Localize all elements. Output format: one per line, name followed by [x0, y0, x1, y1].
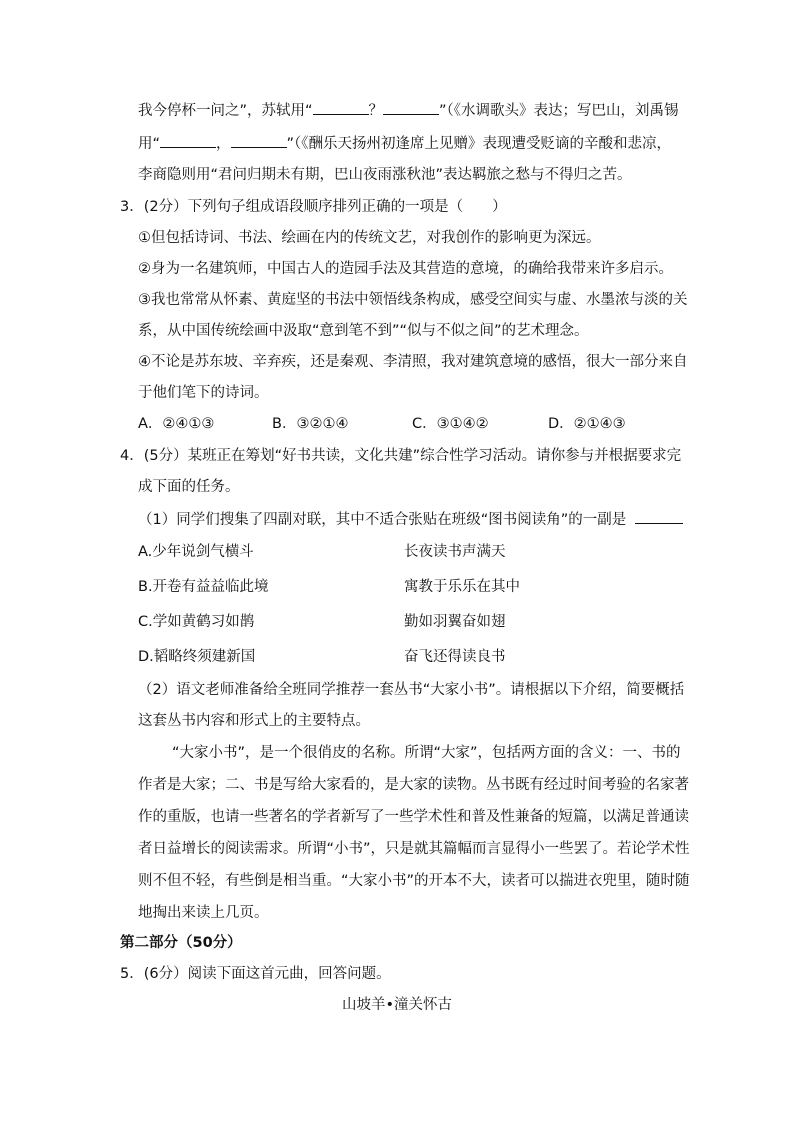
- q3-sentence-4a: ④不论是苏东坡、辛弃疾，还是秦观、李清照，我对建筑意境的感悟，很大一部分来自: [138, 354, 688, 370]
- answer-blank[interactable]: [313, 100, 369, 115]
- q3-sentence-4b: 于他们笔下的诗词。: [138, 385, 269, 401]
- intro-paragraph-line: 地掏出来读上几页。: [138, 905, 269, 921]
- answer-blank[interactable]: [160, 133, 216, 148]
- intro-paragraph-line: “大家小书”，是一个很俏皮的名称。所谓“大家”，包括两方面的含义：一、书的: [172, 745, 681, 761]
- q3-sentence-3a: ③我也常常从怀素、黄庭坚的书法中领悟线条构成，感受空间实与虚、水墨浓与淡的关: [138, 292, 688, 308]
- q3-sentence-1: ①但包括诗词、书法、绘画在内的传统文艺，对我创作的影响更为深远。: [138, 230, 601, 246]
- part2-heading: 第二部分（50分）: [120, 935, 242, 951]
- couplet-d-right: 奋飞还得读良书: [404, 649, 506, 665]
- couplet-c-left: C.学如黄鹤习如鹊: [138, 614, 255, 630]
- q5-stem: 5．(6分）阅读下面这首元曲，回答问题。: [120, 966, 391, 982]
- intro-comma: ，: [216, 136, 231, 152]
- intro-line-1-text-a: 我今停杯一问之”，苏轼用“: [138, 103, 313, 119]
- couplet-b-left: B.开卷有益益临此境: [138, 579, 269, 595]
- q3-sentence-2: ②身为一名建筑师，中国古人的造园手法及其营造的意境，的确给我带来许多启示。: [138, 261, 673, 277]
- intro-paragraph-line: 作者是大家；二、书是写给大家看的，是大家的读物。丛书既有经过时间考验的名家著: [138, 777, 689, 793]
- intro-line-3: 李商隐则用“君问归期未有期，巴山夜雨涨秋池”表达羁旅之愁与不得归之苦。: [138, 167, 632, 183]
- couplet-b-right: 寓教于乐乐在其中: [404, 579, 520, 595]
- intro-line-2-text-a: 用“: [138, 136, 161, 152]
- poem-title: 山坡羊•潼关怀古: [341, 997, 453, 1013]
- intro-paragraph-line: 者日益增长的阅读需求。所谓“小书”，只是就其篇幅而言显得小一些罢了。若论学术性: [138, 841, 690, 857]
- answer-blank[interactable]: [383, 100, 439, 115]
- q3-option-d[interactable]: D．②①④③: [548, 416, 626, 432]
- q3-sentence-3b: 系，从中国传统绘画中汲取“意到笔不到”“似与不似之间”的艺术理念。: [138, 323, 589, 339]
- couplet-d-left: D.韬略终须建新国: [138, 649, 256, 665]
- intro-paragraph-line: 作的重版，也请一些著名的学者新写了一些学术性和普及性兼备的短篇，以满足普通读: [138, 809, 689, 825]
- answer-blank[interactable]: [231, 133, 287, 148]
- intro-paragraph-line: 则不但不轻，有些倒是相当重。“大家小书”的开本不大，读者可以揣进衣兜里，随时随: [138, 873, 690, 889]
- intro-line-2: [138, 133, 671, 154]
- intro-line-2-text-b: ”（《酬乐天扬州初逢席上见赠》表现遭受贬谪的辛酸和悲凉，: [286, 136, 672, 152]
- q4-sub2a: （2）语文老师准备给全班同学推荐一套丛书“大家小书”。请根据以下介绍，简要概括: [138, 682, 685, 698]
- q3-option-b[interactable]: B．③②①④: [272, 416, 349, 432]
- answer-blank[interactable]: [635, 509, 683, 524]
- q4-sub1-text: （1）同学们搜集了四副对联，其中不适合张贴在班级“图书阅读角”的一副是: [138, 512, 627, 528]
- couplet-a-right: 长夜读书声满天: [404, 544, 506, 560]
- intro-line-1: [138, 100, 679, 121]
- q4-sub1: [138, 509, 683, 530]
- q3-option-a[interactable]: A．②④①③: [138, 416, 215, 432]
- couplet-a-left: A.少年说剑气横斗: [138, 544, 254, 560]
- q3-stem: 3．(2分）下列句子组成语段顺序排列正确的一项是（ ）: [120, 199, 507, 215]
- q3-option-c[interactable]: C．③①④②: [412, 416, 489, 432]
- q4-sub2b: 这套丛书内容和形式上的主要特点。: [138, 713, 370, 729]
- q4-stem-b: 成下面的任务。: [138, 479, 240, 495]
- couplet-c-right: 勤如羽翼奋如翅: [404, 614, 506, 630]
- intro-line-1-text-b: ”（《水调歌头》表达；写巴山，刘禹锡: [439, 103, 679, 119]
- intro-question-mark: ？: [368, 103, 384, 119]
- q4-stem-a: 4．(5分）某班正在筹划“好书共读，文化共建”综合性学习活动。请你参与并根据要求完: [120, 448, 682, 464]
